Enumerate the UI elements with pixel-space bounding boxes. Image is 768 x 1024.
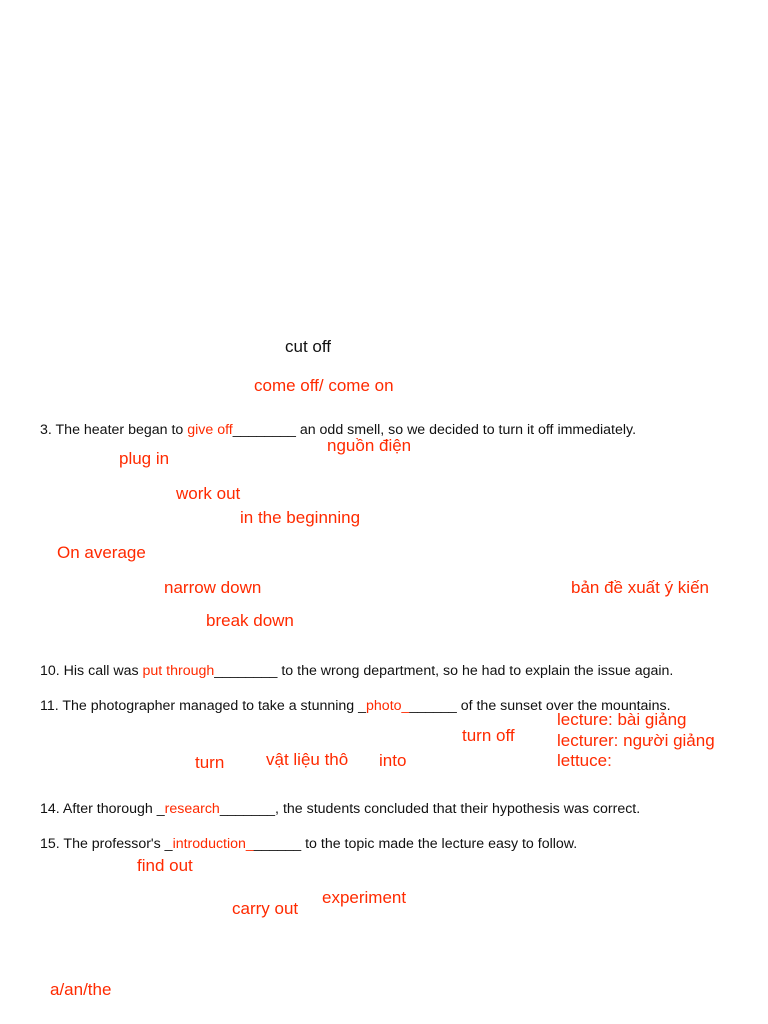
sentence-14 bbox=[40, 802, 640, 816]
note-lecturer: lecturer: người giảng bbox=[557, 731, 715, 750]
note-in-the-beginning: in the beginning bbox=[240, 508, 361, 527]
note-experiment: experiment bbox=[322, 888, 407, 907]
note-lecture: lecture: bài giảng bbox=[557, 710, 687, 729]
sentence-15 bbox=[40, 837, 577, 851]
note-into: into bbox=[379, 751, 407, 770]
sentence-11-after: ______ of the sunset over the mountains. bbox=[409, 698, 671, 714]
sentence-10-after: ________ to the wrong department, so he had to explain the issue again. bbox=[214, 663, 674, 679]
sentence-10-answer: put through bbox=[142, 663, 215, 679]
sentence-15-answer: introduction_ bbox=[172, 836, 254, 852]
note-turn: turn bbox=[195, 753, 225, 772]
note-articles: a/an/the bbox=[50, 980, 112, 999]
sentence-14-after: _______, the students concluded that their hypothesis was correct. bbox=[219, 801, 641, 817]
sentence-3-after: ________ an odd smell, so we decided to turn it off immediately. bbox=[232, 422, 637, 438]
sentence-10-before: 10. His call was bbox=[40, 663, 143, 679]
note-ban-de-xuat: bản đề xuất ý kiến bbox=[571, 578, 709, 597]
sentence-10 bbox=[40, 664, 673, 678]
sentence-15-before: 15. The professor's _ bbox=[40, 836, 173, 852]
note-come-off: come off/ come on bbox=[254, 376, 394, 395]
sentence-14-before: 14. After thorough _ bbox=[40, 801, 165, 817]
note-work-out: work out bbox=[176, 484, 241, 503]
sentence-3-answer: give off bbox=[187, 422, 233, 438]
note-carry-out: carry out bbox=[232, 899, 299, 918]
note-lettuce: lettuce: bbox=[557, 751, 612, 770]
note-cut-off: cut off bbox=[285, 337, 331, 356]
sentence-3-before: 3. The heater began to bbox=[40, 422, 188, 438]
note-turn-off: turn off bbox=[462, 726, 515, 745]
note-on-average: On average bbox=[57, 543, 146, 562]
note-nguon-dien: nguồn điện bbox=[327, 436, 412, 455]
note-plug-in: plug in bbox=[119, 449, 170, 468]
sentence-14-answer: research bbox=[164, 801, 220, 817]
note-narrow-down: narrow down bbox=[164, 578, 262, 597]
note-find-out: find out bbox=[137, 856, 193, 875]
note-vat-lieu-tho: vật liệu thô bbox=[266, 750, 349, 769]
sentence-11-answer: photo_ bbox=[366, 698, 410, 714]
sentence-11-before: 11. The photographer managed to take a stunning _ bbox=[40, 698, 367, 714]
note-break-down: break down bbox=[206, 611, 294, 630]
sentence-15-after: ______ to the topic made the lecture easy to follow. bbox=[253, 836, 578, 852]
